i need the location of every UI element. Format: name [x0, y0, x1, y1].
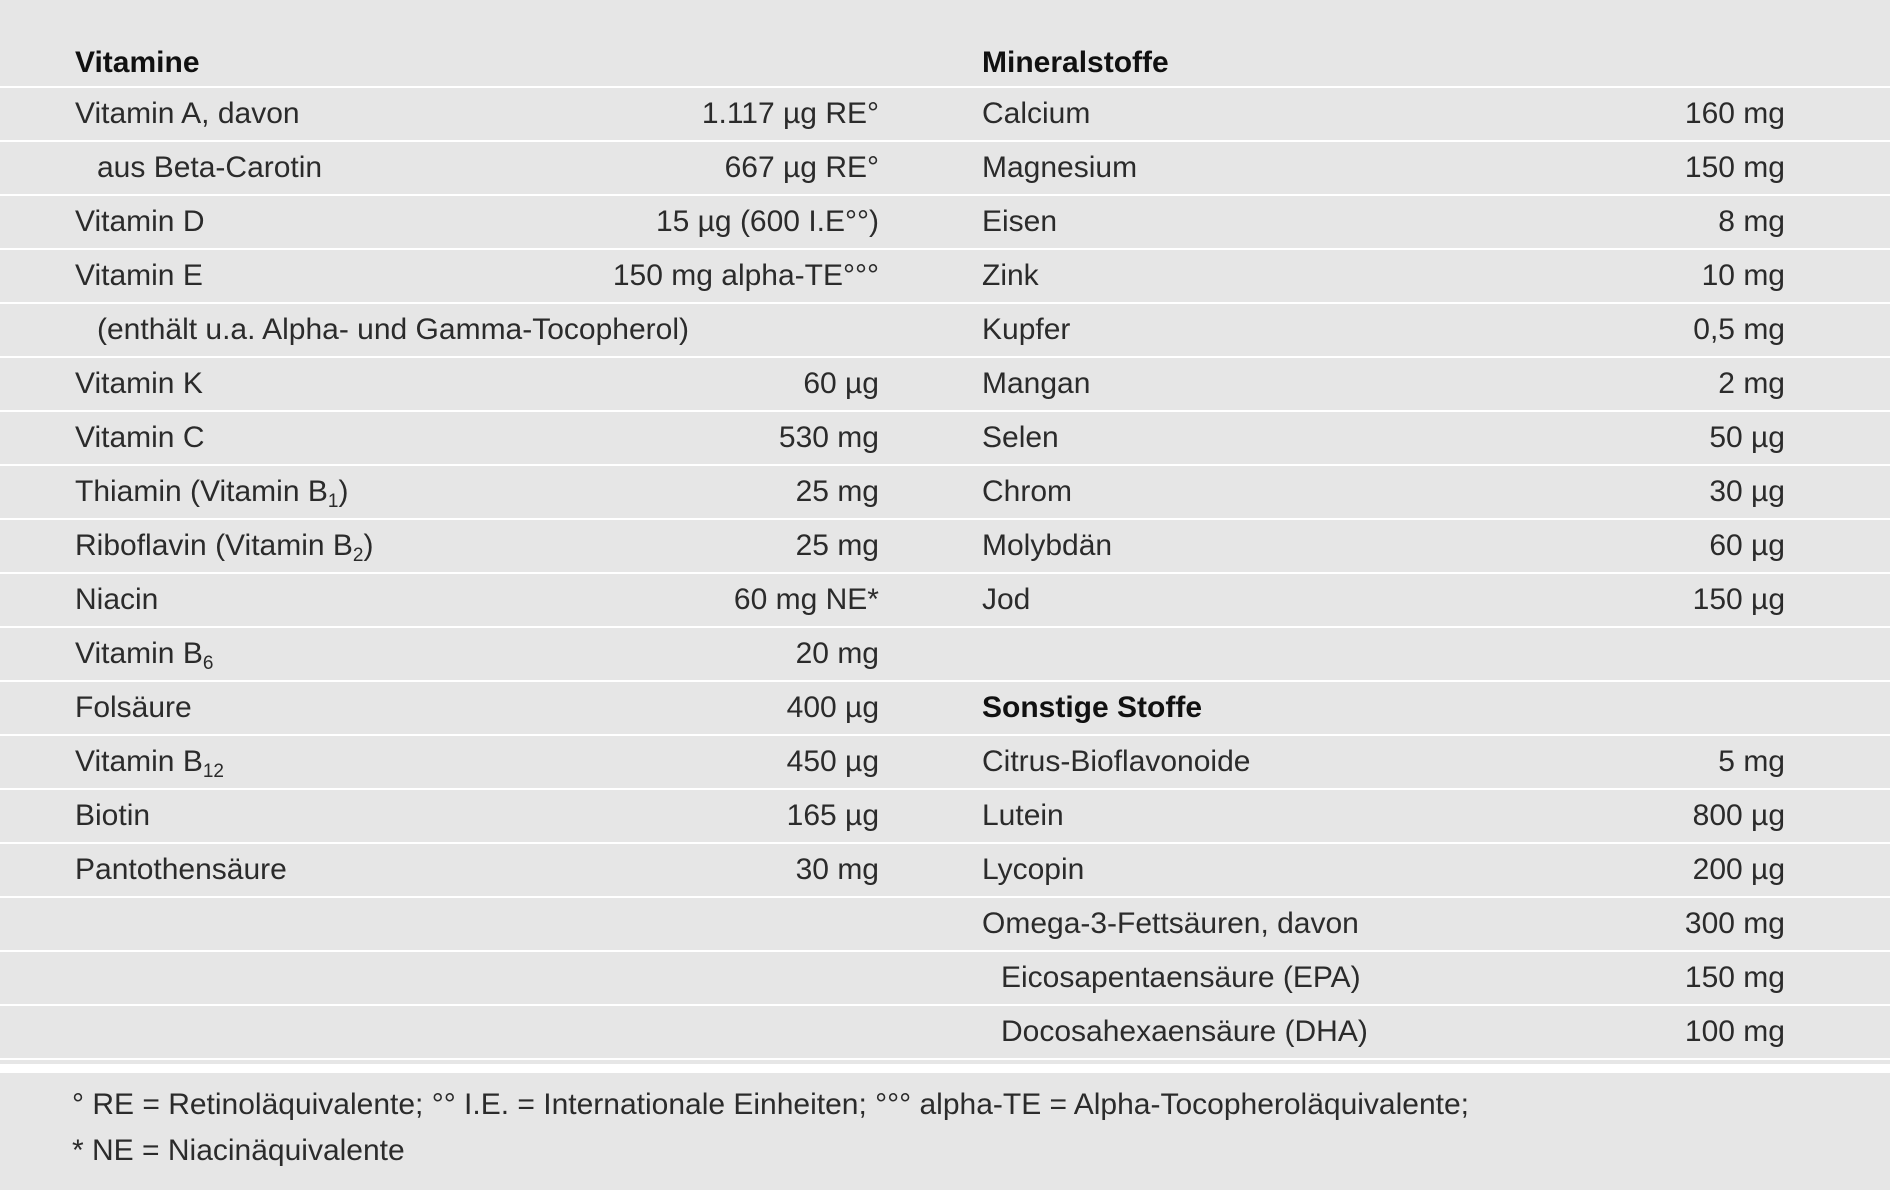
footnote-line: * NE = Niacinäquivalente	[72, 1134, 405, 1167]
vitamin-value: 667 µg RE°	[724, 151, 879, 184]
table-row	[0, 250, 1890, 304]
table-row	[0, 520, 1890, 574]
subscript: 12	[202, 761, 224, 782]
vitamin-label: Vitamin C	[75, 421, 205, 454]
table-row	[0, 196, 1890, 250]
vitamin-label: Vitamin E	[75, 259, 203, 292]
other-label: Eicosapentaensäure (EPA)	[1001, 961, 1361, 994]
vitamine-heading: Vitamine	[75, 46, 200, 79]
vitamin-label: Vitamin B 12	[75, 745, 224, 782]
table-row	[0, 142, 1890, 196]
subscript: 6	[202, 653, 214, 674]
table-row	[0, 88, 1890, 142]
vitamin-label: Biotin	[75, 799, 151, 832]
vitamin-value: 30 mg	[795, 853, 879, 886]
vitamin-value: 150 mg alpha-TE°°°	[612, 259, 879, 292]
vitamin-label: Riboflavin (Vitamin B 2 )	[75, 529, 374, 566]
table-row	[0, 412, 1890, 466]
sonstige-stoffe-heading: Sonstige Stoffe	[982, 691, 1203, 724]
subscript: 2	[352, 545, 364, 566]
other-value: 300 mg	[1684, 907, 1785, 940]
mineral-label: Calcium	[982, 97, 1091, 130]
footnotes	[72, 1082, 1852, 1174]
mineral-label: Eisen	[982, 205, 1058, 238]
table-row	[0, 952, 1890, 1006]
vitamin-value: 25 mg	[795, 529, 879, 562]
mineral-value: 150 mg	[1684, 151, 1785, 184]
table-row	[0, 790, 1890, 844]
footnote-divider	[0, 1064, 1890, 1073]
other-label: Citrus-Bioflavonoide	[982, 745, 1251, 778]
mineral-label: Selen	[982, 421, 1059, 454]
vitamin-label: Pantothensäure	[75, 853, 287, 886]
table-row	[0, 898, 1890, 952]
vitamin-value: 15 µg (600 I.E°°)	[655, 205, 879, 238]
table-header-row	[0, 0, 1890, 88]
mineral-value: 160 mg	[1684, 97, 1785, 130]
vitamin-label: Vitamin A, davon	[75, 97, 300, 130]
mineral-label: Magnesium	[982, 151, 1138, 184]
mineral-value: 30 µg	[1709, 475, 1785, 508]
vitamin-label: Niacin	[75, 583, 159, 616]
mineral-label: Jod	[982, 583, 1031, 616]
other-value: 5 mg	[1718, 745, 1785, 778]
table-row	[0, 304, 1890, 358]
vitamin-label: Thiamin (Vitamin B 1 )	[75, 475, 349, 512]
subscript: 1	[327, 491, 339, 512]
mineral-value: 150 µg	[1692, 583, 1785, 616]
table-row	[0, 736, 1890, 790]
other-label: Docosahexaensäure (DHA)	[1001, 1015, 1368, 1048]
other-value: 150 mg	[1684, 961, 1785, 994]
vitamin-label: Vitamin B 6	[75, 637, 214, 674]
other-label: Lutein	[982, 799, 1064, 832]
table-row	[0, 628, 1890, 682]
vitamin-value: 530 mg	[778, 421, 879, 454]
vitamin-value: 450 µg	[786, 745, 879, 778]
mineralstoffe-heading: Mineralstoffe	[982, 46, 1169, 79]
mineral-value: 0,5 mg	[1693, 313, 1785, 346]
vitamin-value: 165 µg	[786, 799, 879, 832]
other-label: Lycopin	[982, 853, 1085, 886]
vitamin-value: 60 µg	[803, 367, 879, 400]
other-value: 200 µg	[1692, 853, 1785, 886]
table-row	[0, 682, 1890, 736]
other-value: 800 µg	[1692, 799, 1785, 832]
vitamin-value: 400 µg	[786, 691, 879, 724]
other-value: 100 mg	[1684, 1015, 1785, 1048]
mineral-value: 2 mg	[1718, 367, 1785, 400]
mineral-value: 60 µg	[1709, 529, 1785, 562]
vitamin-label: Vitamin D	[75, 205, 205, 238]
vitamin-note: (enthält u.a. Alpha- und Gamma-Tocopherol)	[97, 313, 689, 346]
vitamin-value: 25 mg	[795, 475, 879, 508]
table-row	[0, 1006, 1890, 1060]
table-row	[0, 844, 1890, 898]
vitamin-label: Folsäure	[75, 691, 192, 724]
vitamin-value: 1.117 µg RE°	[701, 97, 879, 130]
table-row	[0, 574, 1890, 628]
vitamin-label: aus Beta-Carotin	[97, 151, 323, 184]
mineral-value: 50 µg	[1709, 421, 1785, 454]
vitamin-value: 20 mg	[795, 637, 879, 670]
vitamin-label: Vitamin K	[75, 367, 203, 400]
other-label: Omega-3-Fettsäuren, davon	[982, 907, 1359, 940]
table-row	[0, 466, 1890, 520]
mineral-label: Zink	[982, 259, 1039, 292]
mineral-label: Chrom	[982, 475, 1073, 508]
mineral-label: Mangan	[982, 367, 1091, 400]
mineral-label: Molybdän	[982, 529, 1113, 562]
mineral-value: 10 mg	[1701, 259, 1785, 292]
mineral-value: 8 mg	[1718, 205, 1785, 238]
table-row	[0, 358, 1890, 412]
mineral-label: Kupfer	[982, 313, 1071, 346]
vitamin-value: 60 mg NE*	[733, 583, 879, 616]
footnote-line: ° RE = Retinoläquivalente; °° I.E. = Internationale Einheiten; °°° alpha-TE = Alpha-Tocopheroläquivalente;	[72, 1088, 1470, 1121]
